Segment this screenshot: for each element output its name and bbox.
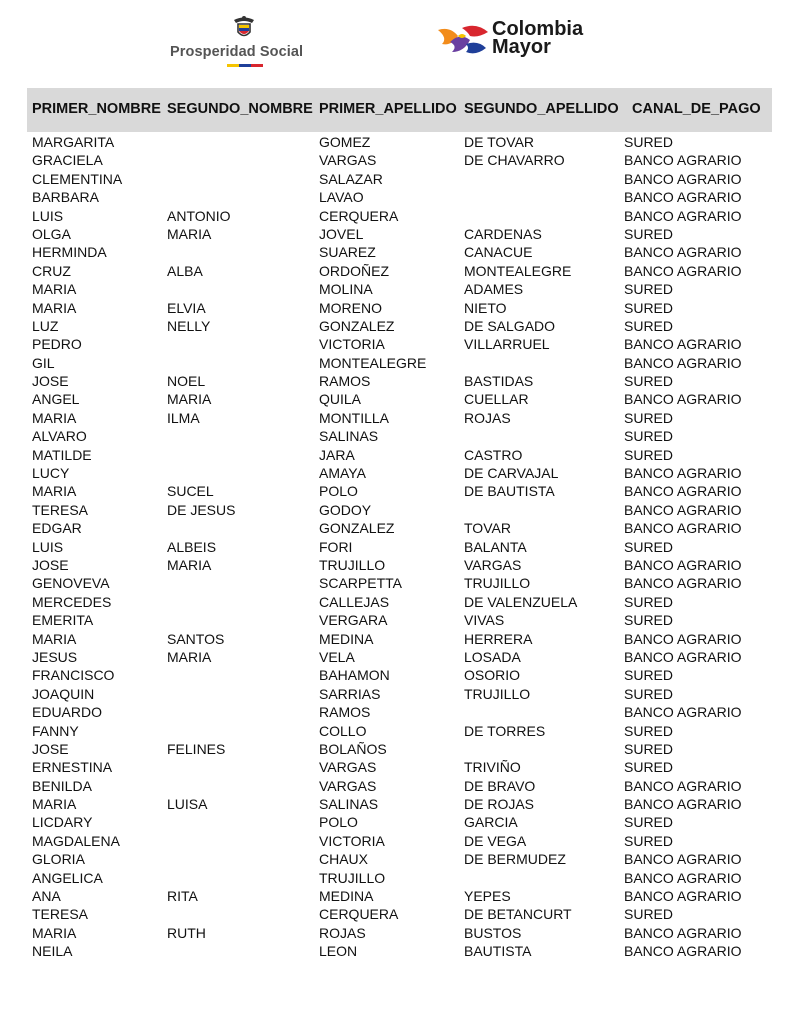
cell-primer-nombre: JESUS (32, 648, 78, 665)
cell-primer-nombre: OLGA (32, 225, 71, 242)
cell-canal-de-pago: SURED (624, 612, 674, 629)
cell-primer-nombre: MAGDALENA (32, 832, 120, 849)
table-row (27, 391, 772, 409)
cell-primer-apellido: SALAZAR (319, 170, 383, 187)
cell-segundo-apellido: DE TOVAR (464, 134, 535, 150)
cell-primer-apellido: CHAUX (319, 851, 369, 868)
cell-primer-apellido: SARRIAS (319, 685, 381, 702)
table-row (27, 667, 772, 685)
cell-segundo-apellido: VARGAS (464, 556, 522, 573)
cell-canal-de-pago: SURED (624, 134, 674, 150)
cell-primer-apellido: JARA (319, 446, 355, 463)
cell-primer-nombre: LUZ (32, 317, 59, 334)
cell-primer-nombre: MERCEDES (32, 593, 112, 610)
cell-primer-nombre: MARIA (32, 796, 77, 813)
cell-primer-apellido: MOLINA (319, 281, 373, 298)
cell-primer-nombre: MATILDE (32, 446, 92, 463)
cell-segundo-apellido: TOVAR (464, 520, 511, 537)
cell-segundo-apellido: BUSTOS (464, 924, 522, 941)
beneficiaries-table (27, 88, 772, 962)
flag-stripe (227, 64, 263, 67)
cell-segundo-nombre: LUISA (167, 796, 208, 813)
cell-segundo-nombre: ANTONIO (167, 207, 231, 224)
cell-primer-nombre: MARIA (32, 281, 77, 298)
cell-primer-apellido: LAVAO (319, 189, 364, 206)
table-row (27, 723, 772, 741)
cell-primer-nombre: EMERITA (32, 612, 94, 629)
cell-segundo-apellido: BASTIDAS (464, 373, 534, 390)
cell-primer-nombre: NEILA (32, 943, 73, 960)
cell-primer-nombre: JOSE (32, 740, 69, 757)
cell-primer-nombre: HERMINDA (32, 244, 107, 261)
table-row (27, 171, 772, 189)
cell-primer-apellido: POLO (319, 483, 358, 500)
cell-segundo-apellido: DE VEGA (464, 832, 527, 849)
cell-canal-de-pago: SURED (624, 906, 674, 923)
cell-segundo-apellido: ROJAS (464, 409, 511, 426)
cell-segundo-apellido: MONTEALEGRE (464, 262, 572, 279)
table-row (27, 741, 772, 759)
cell-primer-apellido: MEDINA (319, 888, 374, 905)
table-row (27, 594, 772, 612)
cell-segundo-apellido: HERRERA (464, 630, 533, 647)
table-row (27, 336, 772, 354)
cell-segundo-apellido: DE CARVAJAL (464, 465, 559, 482)
cell-canal-de-pago: BANCO AGRARIO (624, 170, 742, 187)
cell-canal-de-pago: SURED (624, 759, 674, 776)
table-row (27, 612, 772, 630)
table-row (27, 870, 772, 888)
column-header-segundo-apellido: SEGUNDO_APELLIDO (464, 101, 619, 117)
cell-canal-de-pago: BANCO AGRARIO (624, 556, 742, 573)
cell-segundo-apellido: CASTRO (464, 446, 523, 463)
cell-canal-de-pago: BANCO AGRARIO (624, 943, 742, 960)
cell-primer-apellido: ORDOÑEZ (319, 262, 389, 279)
table-row (27, 649, 772, 667)
cell-primer-apellido: VARGAS (319, 777, 377, 794)
cell-segundo-apellido: CANACUE (464, 244, 533, 261)
cell-segundo-apellido: TRUJILLO (464, 575, 531, 592)
cell-segundo-apellido: TRUJILLO (464, 685, 531, 702)
cell-canal-de-pago: SURED (624, 446, 674, 463)
cell-primer-nombre: PEDRO (32, 336, 82, 353)
cell-primer-nombre: ERNESTINA (32, 759, 113, 776)
cell-primer-apellido: FORI (319, 538, 353, 555)
cell-segundo-apellido: DE SALGADO (464, 317, 556, 334)
cell-segundo-apellido: BALANTA (464, 538, 527, 555)
cell-segundo-apellido: DE ROJAS (464, 796, 535, 813)
cell-primer-apellido: BAHAMON (319, 667, 390, 684)
cell-primer-apellido: LEON (319, 943, 358, 960)
cell-canal-de-pago: SURED (624, 281, 674, 298)
cell-canal-de-pago: BANCO AGRARIO (624, 262, 742, 279)
table-row (27, 134, 772, 152)
cell-canal-de-pago: BANCO AGRARIO (624, 648, 742, 665)
cell-primer-apellido: AMAYA (319, 465, 366, 482)
cell-primer-apellido: GONZALEZ (319, 520, 395, 537)
cell-primer-nombre: ANA (32, 888, 61, 905)
cell-canal-de-pago: SURED (624, 722, 674, 739)
column-header-canal-de-pago: CANAL_DE_PAGO (632, 101, 761, 117)
cell-canal-de-pago: BANCO AGRARIO (624, 630, 742, 647)
table-row (27, 906, 772, 924)
cell-segundo-apellido: VILLARRUEL (464, 336, 550, 353)
cell-canal-de-pago: BANCO AGRARIO (624, 520, 742, 537)
cell-primer-apellido: TRUJILLO (319, 869, 386, 886)
table-row (27, 226, 772, 244)
cell-segundo-nombre: SANTOS (167, 630, 225, 647)
cell-canal-de-pago: SURED (624, 832, 674, 849)
cell-primer-nombre: GIL (32, 354, 55, 371)
cell-primer-nombre: JOAQUIN (32, 685, 95, 702)
table-row (27, 851, 772, 869)
table-row (27, 686, 772, 704)
column-header-segundo-nombre: SEGUNDO_NOMBRE (167, 101, 313, 117)
cell-segundo-apellido: DE VALENZUELA (464, 593, 578, 610)
cell-primer-nombre: ANGEL (32, 391, 80, 408)
table-row (27, 796, 772, 814)
table-row (27, 152, 772, 170)
cell-segundo-nombre: FELINES (167, 740, 226, 757)
table-row (27, 263, 772, 281)
cell-primer-apellido: CALLEJAS (319, 593, 390, 610)
cell-canal-de-pago: BANCO AGRARIO (624, 483, 742, 500)
table-row (27, 575, 772, 593)
cell-canal-de-pago: SURED (624, 538, 674, 555)
cell-primer-apellido: RAMOS (319, 373, 371, 390)
colombia-mayor-line2: Mayor (492, 36, 551, 58)
table-row (27, 704, 772, 722)
cell-primer-apellido: GOMEZ (319, 134, 371, 150)
cell-canal-de-pago: BANCO AGRARIO (624, 336, 742, 353)
cell-primer-nombre: JOSE (32, 373, 69, 390)
table-row (27, 557, 772, 575)
cell-canal-de-pago: SURED (624, 317, 674, 334)
cell-primer-apellido: TRUJILLO (319, 556, 386, 573)
cell-canal-de-pago: BANCO AGRARIO (624, 796, 742, 813)
cell-segundo-apellido: DE CHAVARRO (464, 152, 565, 169)
table-row (27, 281, 772, 299)
cell-segundo-apellido: DE BAUTISTA (464, 483, 555, 500)
cell-canal-de-pago: BANCO AGRARIO (624, 244, 742, 261)
cell-canal-de-pago: BANCO AGRARIO (624, 207, 742, 224)
cell-primer-apellido: CERQUERA (319, 906, 399, 923)
cell-primer-apellido: BOLAÑOS (319, 740, 387, 757)
cell-segundo-apellido: ADAMES (464, 281, 524, 298)
cell-primer-apellido: SALINAS (319, 796, 379, 813)
cell-canal-de-pago: SURED (624, 225, 674, 242)
cell-canal-de-pago: BANCO AGRARIO (624, 465, 742, 482)
cell-segundo-nombre: DE JESUS (167, 501, 236, 518)
cell-primer-apellido: COLLO (319, 722, 367, 739)
cell-canal-de-pago: BANCO AGRARIO (624, 152, 742, 169)
cell-primer-nombre: EDUARDO (32, 704, 103, 721)
coat-of-arms-icon (230, 14, 258, 42)
cell-primer-nombre: BARBARA (32, 189, 99, 206)
cell-segundo-nombre: NELLY (167, 317, 211, 334)
cell-segundo-apellido: DE BERMUDEZ (464, 851, 566, 868)
column-header-primer-nombre: PRIMER_NOMBRE (32, 101, 161, 117)
cell-segundo-nombre: RUTH (167, 924, 206, 941)
cell-canal-de-pago: BANCO AGRARIO (624, 189, 742, 206)
cell-canal-de-pago: BANCO AGRARIO (624, 888, 742, 905)
cell-primer-nombre: MARIA (32, 924, 77, 941)
cell-segundo-nombre: ILMA (167, 409, 200, 426)
cell-primer-apellido: MONTILLA (319, 409, 390, 426)
cell-primer-apellido: ROJAS (319, 924, 366, 941)
birds-logo-icon (436, 22, 490, 62)
cell-primer-apellido: QUILA (319, 391, 362, 408)
cell-primer-apellido: POLO (319, 814, 358, 831)
cell-primer-apellido: CERQUERA (319, 207, 399, 224)
colombia-mayor-text (492, 20, 583, 56)
table-row (27, 778, 772, 796)
table-row (27, 373, 772, 391)
table-row (27, 814, 772, 832)
cell-segundo-apellido: NIETO (464, 299, 507, 316)
cell-primer-nombre: GRACIELA (32, 152, 103, 169)
table-row (27, 189, 772, 207)
cell-primer-apellido: JOVEL (319, 225, 364, 242)
cell-primer-nombre: GENOVEVA (32, 575, 110, 592)
column-header-primer-apellido: PRIMER_APELLIDO (319, 101, 457, 117)
cell-primer-nombre: MARIA (32, 630, 77, 647)
cell-primer-nombre: CLEMENTINA (32, 170, 123, 187)
cell-canal-de-pago: BANCO AGRARIO (624, 704, 742, 721)
cell-primer-nombre: JOSE (32, 556, 69, 573)
colombia-mayor-line1: Colombia (492, 18, 584, 40)
table-row (27, 943, 772, 961)
cell-primer-apellido: MORENO (319, 299, 382, 316)
table-row (27, 208, 772, 226)
cell-segundo-nombre: MARIA (167, 556, 212, 573)
table-body (27, 132, 772, 962)
cell-primer-apellido: MEDINA (319, 630, 374, 647)
cell-canal-de-pago: BANCO AGRARIO (624, 851, 742, 868)
cell-primer-nombre: MARIA (32, 299, 77, 316)
table-row (27, 925, 772, 943)
cell-segundo-nombre: MARIA (167, 225, 212, 242)
table-row (27, 502, 772, 520)
table-row (27, 447, 772, 465)
cell-segundo-apellido: BAUTISTA (464, 943, 532, 960)
cell-primer-apellido: SUAREZ (319, 244, 376, 261)
cell-segundo-apellido: GARCIA (464, 814, 518, 831)
cell-canal-de-pago: SURED (624, 667, 674, 684)
cell-canal-de-pago: BANCO AGRARIO (624, 391, 742, 408)
cell-segundo-nombre: MARIA (167, 648, 212, 665)
cell-segundo-apellido: YEPES (464, 888, 511, 905)
cell-primer-apellido: GODOY (319, 501, 372, 518)
cell-primer-apellido: VARGAS (319, 759, 377, 776)
cell-primer-nombre: LUIS (32, 207, 64, 224)
table-header (27, 88, 772, 132)
cell-segundo-nombre: ELVIA (167, 299, 206, 316)
cell-primer-nombre: MARGARITA (32, 134, 115, 150)
cell-primer-apellido: MONTEALEGRE (319, 354, 427, 371)
cell-primer-nombre: TERESA (32, 906, 89, 923)
cell-primer-apellido: SCARPETTA (319, 575, 402, 592)
cell-canal-de-pago: SURED (624, 373, 674, 390)
table-row (27, 318, 772, 336)
cell-primer-nombre: EDGAR (32, 520, 82, 537)
cell-primer-nombre: LUIS (32, 538, 64, 555)
cell-segundo-nombre: RITA (167, 888, 198, 905)
table-row (27, 244, 772, 262)
prosperidad-social-text: Prosperidad Social (170, 44, 304, 60)
table-row (27, 410, 772, 428)
cell-segundo-apellido: OSORIO (464, 667, 521, 684)
cell-segundo-nombre: ALBEIS (167, 538, 217, 555)
colombia-mayor-logo (436, 20, 616, 64)
cell-primer-apellido: VICTORIA (319, 336, 385, 353)
cell-primer-apellido: SALINAS (319, 428, 379, 445)
table-row (27, 631, 772, 649)
cell-canal-de-pago: BANCO AGRARIO (624, 924, 742, 941)
cell-primer-nombre: LUCY (32, 465, 70, 482)
prosperidad-social-logo (170, 14, 320, 70)
cell-primer-apellido: VELA (319, 648, 355, 665)
table-row (27, 483, 772, 501)
cell-primer-nombre: GLORIA (32, 851, 85, 868)
cell-segundo-nombre: SUCEL (167, 483, 214, 500)
cell-primer-nombre: LICDARY (32, 814, 93, 831)
cell-canal-de-pago: SURED (624, 428, 674, 445)
cell-segundo-apellido: LOSADA (464, 648, 521, 665)
cell-primer-apellido: GONZALEZ (319, 317, 395, 334)
cell-primer-nombre: TERESA (32, 501, 89, 518)
cell-primer-nombre: FANNY (32, 722, 79, 739)
cell-primer-nombre: FRANCISCO (32, 667, 115, 684)
table-row (27, 833, 772, 851)
table-row (27, 759, 772, 777)
cell-canal-de-pago: SURED (624, 685, 674, 702)
cell-primer-nombre: ALVARO (32, 428, 87, 445)
cell-primer-nombre: CRUZ (32, 262, 71, 279)
cell-canal-de-pago: SURED (624, 409, 674, 426)
cell-canal-de-pago: SURED (624, 593, 674, 610)
table-row (27, 355, 772, 373)
cell-canal-de-pago: SURED (624, 740, 674, 757)
cell-canal-de-pago: SURED (624, 299, 674, 316)
cell-canal-de-pago: BANCO AGRARIO (624, 354, 742, 371)
cell-segundo-nombre: MARIA (167, 391, 212, 408)
document-header (0, 0, 791, 80)
cell-segundo-apellido: DE BRAVO (464, 777, 536, 794)
cell-segundo-apellido: CARDENAS (464, 225, 542, 242)
cell-primer-nombre: BENILDA (32, 777, 92, 794)
cell-primer-apellido: VICTORIA (319, 832, 385, 849)
table-row (27, 888, 772, 906)
cell-segundo-apellido: VIVAS (464, 612, 505, 629)
cell-primer-nombre: MARIA (32, 409, 77, 426)
cell-segundo-apellido: TRIVIÑO (464, 759, 521, 776)
cell-primer-apellido: VARGAS (319, 152, 377, 169)
cell-segundo-apellido: DE TORRES (464, 722, 546, 739)
table-row (27, 520, 772, 538)
cell-segundo-nombre: ALBA (167, 262, 203, 279)
cell-canal-de-pago: BANCO AGRARIO (624, 869, 742, 886)
cell-primer-nombre: MARIA (32, 483, 77, 500)
cell-primer-apellido: RAMOS (319, 704, 371, 721)
cell-canal-de-pago: SURED (624, 814, 674, 831)
cell-canal-de-pago: BANCO AGRARIO (624, 575, 742, 592)
cell-primer-nombre: ANGELICA (32, 869, 103, 886)
cell-segundo-apellido: DE BETANCURT (464, 906, 572, 923)
cell-primer-apellido: VERGARA (319, 612, 388, 629)
table-row (27, 300, 772, 318)
table-row (27, 465, 772, 483)
cell-segundo-nombre: NOEL (167, 373, 206, 390)
cell-segundo-apellido: CUELLAR (464, 391, 529, 408)
table-row (27, 428, 772, 446)
cell-canal-de-pago: BANCO AGRARIO (624, 777, 742, 794)
cell-canal-de-pago: BANCO AGRARIO (624, 501, 742, 518)
table-row (27, 539, 772, 557)
